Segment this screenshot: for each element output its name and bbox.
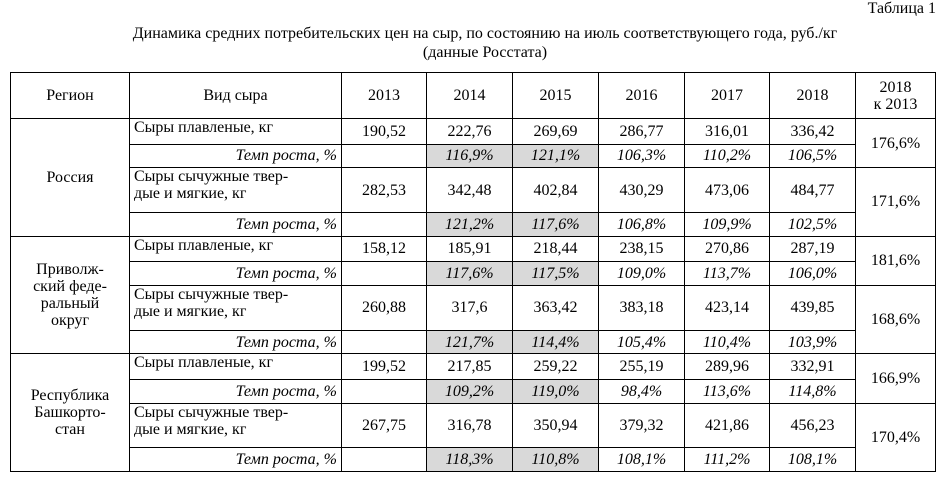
price-cell: 379,32	[599, 403, 685, 448]
growth-rate-cell: 98,4%	[599, 379, 685, 403]
growth-rate-cell: 121,7%	[427, 330, 513, 354]
header-year: 2016	[599, 73, 685, 119]
growth-2018-vs-2013-cell: 171,6%	[856, 168, 936, 236]
empty-rate-cell	[342, 144, 427, 168]
price-cell: 383,18	[599, 285, 685, 330]
growth-rate-row	[11, 213, 936, 237]
price-cell: 267,75	[342, 403, 427, 448]
header-year: 2015	[513, 73, 599, 119]
cheese-type-cell	[130, 168, 342, 213]
price-row	[11, 236, 936, 262]
region-cell	[11, 119, 130, 237]
growth-rate-cell: 117,6%	[513, 213, 599, 237]
growth-2018-vs-2013-cell: 168,6%	[856, 285, 936, 353]
growth-rate-row	[11, 144, 936, 168]
price-row	[11, 285, 936, 330]
growth-rate-label: Темп роста, %	[130, 448, 342, 472]
price-cell: 336,42	[770, 119, 856, 145]
price-cell: 456,23	[770, 403, 856, 448]
growth-rate-row	[11, 262, 936, 286]
region-cell	[11, 236, 130, 354]
price-cell: 287,19	[770, 236, 856, 262]
header-region: Регион	[11, 73, 130, 119]
growth-2018-vs-2013-cell: 166,9%	[856, 354, 936, 403]
price-cell: 260,88	[342, 285, 427, 330]
growth-rate-cell: 114,8%	[770, 379, 856, 403]
price-cell: 238,15	[599, 236, 685, 262]
table-body	[11, 119, 936, 472]
price-cell: 342,48	[427, 168, 513, 213]
growth-rate-cell: 105,4%	[599, 330, 685, 354]
price-cell: 282,53	[342, 168, 427, 213]
region-name-line: Республика	[30, 387, 110, 405]
price-cell: 259,22	[513, 354, 599, 380]
growth-rate-label: Темп роста, %	[130, 144, 342, 168]
growth-rate-label: Темп роста, %	[130, 262, 342, 286]
cheese-type-cell	[130, 403, 342, 448]
header-year: 2013	[342, 73, 427, 119]
growth-rate-row	[11, 448, 936, 472]
cheese-type-cell	[130, 236, 342, 262]
empty-rate-cell	[342, 379, 427, 403]
region-name-line: Башкорто-	[34, 404, 106, 422]
price-cell: 199,52	[342, 354, 427, 380]
region-name-line: ральный	[40, 294, 100, 312]
growth-rate-cell: 106,0%	[770, 262, 856, 286]
cheese-price-table	[10, 72, 936, 472]
price-cell: 316,78	[427, 403, 513, 448]
cheese-type-cell	[130, 285, 342, 330]
header-cmp-line-1: 2018	[879, 78, 912, 96]
price-row	[11, 168, 936, 213]
empty-rate-cell	[342, 213, 427, 237]
price-cell: 255,19	[599, 354, 685, 380]
cheese-type-line: Сыры плавленые, кг	[134, 354, 273, 372]
region-name-line: округ	[50, 311, 90, 329]
growth-rate-cell: 116,9%	[427, 144, 513, 168]
header-year: 2014	[427, 73, 513, 119]
price-cell: 316,01	[685, 119, 770, 145]
price-cell: 185,91	[427, 236, 513, 262]
cheese-type-line: дые и мягкие, кг	[134, 302, 247, 320]
cheese-type-line: Сыры сычужные твер-	[134, 285, 289, 303]
price-cell: 430,29	[599, 168, 685, 213]
price-cell: 286,77	[599, 119, 685, 145]
table-caption	[40, 24, 930, 62]
growth-rate-row	[11, 330, 936, 354]
price-row	[11, 354, 936, 380]
growth-rate-cell: 121,2%	[427, 213, 513, 237]
price-cell: 484,77	[770, 168, 856, 213]
cheese-type-cell	[130, 354, 342, 380]
growth-rate-cell: 111,2%	[685, 448, 770, 472]
price-cell: 332,91	[770, 354, 856, 380]
price-cell: 222,76	[427, 119, 513, 145]
header-cheese-type: Вид сыра	[130, 73, 342, 119]
cheese-type-line: дые и мягкие, кг	[134, 420, 247, 438]
growth-rate-label: Темп роста, %	[130, 330, 342, 354]
growth-rate-cell: 113,6%	[685, 379, 770, 403]
header-2018-vs-2013	[856, 73, 936, 119]
growth-rate-label: Темп роста, %	[130, 379, 342, 403]
empty-rate-cell	[342, 262, 427, 286]
growth-rate-cell: 108,1%	[599, 448, 685, 472]
price-cell: 363,42	[513, 285, 599, 330]
caption-line-1: Динамика средних потребительских цен на сыр, по состоянию на июль соответствующего года, руб./кг	[132, 25, 838, 42]
header-year: 2018	[770, 73, 856, 119]
growth-rate-cell: 108,1%	[770, 448, 856, 472]
growth-rate-cell: 106,5%	[770, 144, 856, 168]
price-cell: 473,06	[685, 168, 770, 213]
caption-line-2: (данные Росстата)	[422, 44, 548, 61]
growth-2018-vs-2013-cell: 170,4%	[856, 403, 936, 471]
header-cmp-line-2: к 2013	[873, 95, 918, 113]
growth-rate-cell: 103,9%	[770, 330, 856, 354]
growth-rate-label: Темп роста, %	[130, 213, 342, 237]
price-cell: 218,44	[513, 236, 599, 262]
growth-rate-cell: 102,5%	[770, 213, 856, 237]
growth-rate-cell: 114,4%	[513, 330, 599, 354]
growth-2018-vs-2013-cell: 176,6%	[856, 119, 936, 168]
price-cell: 421,86	[685, 403, 770, 448]
header-year: 2017	[685, 73, 770, 119]
cheese-type-line: Сыры плавленые, кг	[134, 119, 273, 136]
price-cell: 402,84	[513, 168, 599, 213]
growth-rate-cell: 109,9%	[685, 213, 770, 237]
growth-rate-row	[11, 379, 936, 403]
growth-rate-cell: 110,2%	[685, 144, 770, 168]
growth-rate-cell: 121,1%	[513, 144, 599, 168]
price-cell: 270,86	[685, 236, 770, 262]
region-name-line: стан	[55, 421, 85, 439]
growth-rate-cell: 109,2%	[427, 379, 513, 403]
growth-rate-cell: 117,6%	[427, 262, 513, 286]
cheese-type-line: дые и мягкие, кг	[134, 185, 247, 203]
price-cell: 289,96	[685, 354, 770, 380]
header-row	[11, 73, 936, 119]
cheese-type-line: Сыры сычужные твер-	[134, 403, 289, 421]
price-row	[11, 403, 936, 448]
cheese-type-line: Сыры сычужные твер-	[134, 168, 289, 186]
price-cell: 317,6	[427, 285, 513, 330]
region-name-line: ский феде-	[33, 277, 107, 295]
growth-rate-cell: 106,8%	[599, 213, 685, 237]
growth-rate-cell: 118,3%	[427, 448, 513, 472]
price-cell: 423,14	[685, 285, 770, 330]
growth-2018-vs-2013-cell: 181,6%	[856, 236, 936, 285]
price-cell: 350,94	[513, 403, 599, 448]
growth-rate-cell: 110,4%	[685, 330, 770, 354]
region-name-line: Приволж-	[36, 260, 104, 278]
empty-rate-cell	[342, 448, 427, 472]
cheese-type-line: Сыры плавленые, кг	[134, 236, 273, 254]
price-cell: 217,85	[427, 354, 513, 380]
growth-rate-cell: 106,3%	[599, 144, 685, 168]
region-name-line: Россия	[46, 168, 94, 186]
growth-rate-cell: 110,8%	[513, 448, 599, 472]
growth-rate-cell: 113,7%	[685, 262, 770, 286]
price-row	[11, 119, 936, 145]
price-cell: 190,52	[342, 119, 427, 145]
price-cell: 439,85	[770, 285, 856, 330]
growth-rate-cell: 119,0%	[513, 379, 599, 403]
price-cell: 158,12	[342, 236, 427, 262]
growth-rate-cell: 117,5%	[513, 262, 599, 286]
growth-rate-cell: 109,0%	[599, 262, 685, 286]
cheese-type-cell	[130, 119, 342, 145]
empty-rate-cell	[342, 330, 427, 354]
table-number: Таблица 1	[867, 0, 936, 17]
region-cell	[11, 354, 130, 472]
price-cell: 269,69	[513, 119, 599, 145]
